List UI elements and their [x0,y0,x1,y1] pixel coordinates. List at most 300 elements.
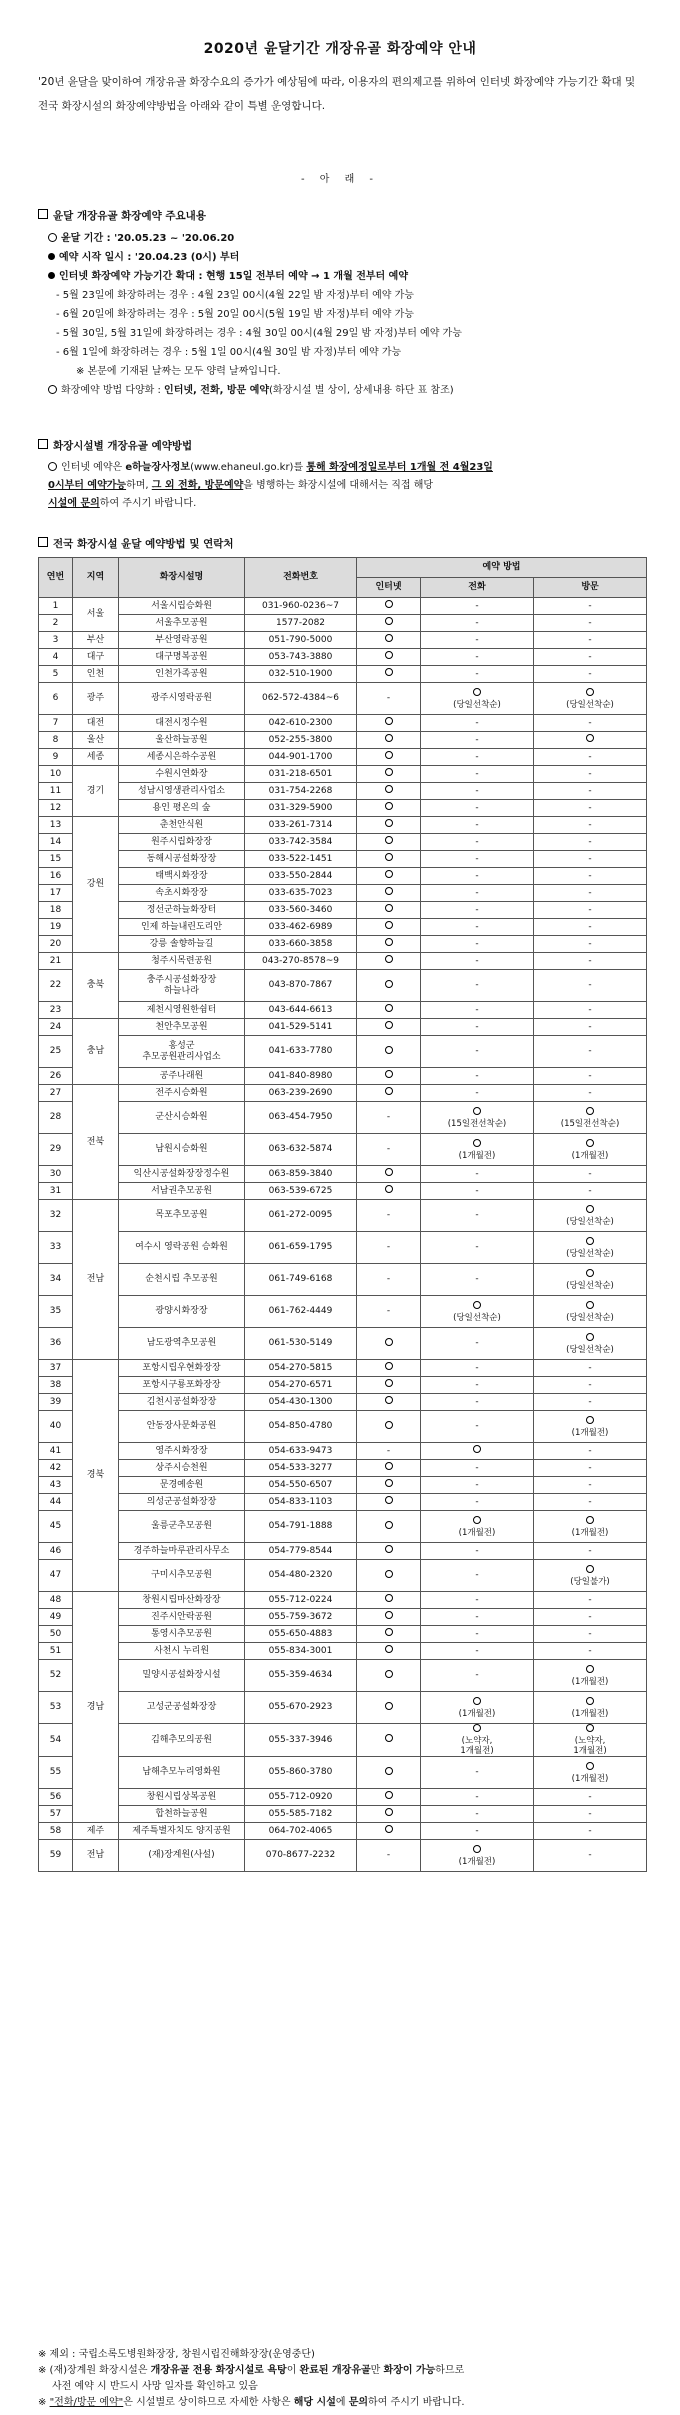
available-circle-icon [385,1496,393,1504]
table-row [39,632,647,649]
facility-phone: 055-650-4883 [245,1626,357,1643]
checkbox-bullet-icon [38,209,48,219]
facility-name: 서울시립승화원 [119,598,245,615]
method-unavailable: - [357,1232,421,1264]
facility-name: 성남시영생관리사업소 [119,783,245,800]
methods-label: 화장예약 방법 다양화 : [61,385,165,396]
available-circle-icon [473,1697,481,1705]
facility-phone: 041-529-5141 [245,1019,357,1036]
available-circle-icon [473,1139,481,1147]
method-unavailable: - [357,683,421,715]
row-number: 56 [39,1789,73,1806]
method-available [357,1626,421,1643]
method-unavailable: - [534,715,647,732]
row-number: 24 [39,1019,73,1036]
facility-phone: 041-633-7780 [245,1036,357,1068]
method-unavailable: - [534,1036,647,1068]
facility-name: 동해시공설화장장 [119,851,245,868]
method-condition: (1개월전) [571,1150,609,1161]
method-unavailable: - [421,1592,534,1609]
example-line: - 5월 23일에 화장하려는 경우 : 4월 23일 00시(4월 22일 밤 자정)부터 예약 가능 [56,290,414,301]
facility-name: 제주특별자치도 양지공원 [119,1823,245,1840]
row-region: 세종 [73,749,119,766]
available-circle-icon [473,688,481,696]
table-row [39,1609,647,1626]
method-condition: (당일선착순) [566,699,614,710]
method-available [357,1002,421,1019]
facility-phone: 061-659-1795 [245,1232,357,1264]
checkbox-bullet-icon [38,439,48,449]
text-part: 하여 주시기 바랍니다. [99,498,197,509]
row-number: 23 [39,1002,73,1019]
method-unavailable: - [534,868,647,885]
method-available [421,1692,534,1724]
available-circle-icon [385,1808,393,1816]
text-part: 0시부터 예약가능 [48,480,127,491]
available-circle-icon [385,1087,393,1095]
methods-note: (화장시설 별 상이, 상세내용 하단 표 참조) [269,385,454,396]
method-available [357,1036,421,1068]
method-unavailable: - [421,1560,534,1592]
facility-name: 울산하늘공원 [119,732,245,749]
facility-name: 의성군공설화장장 [119,1494,245,1511]
facility-phone: 061-762-4449 [245,1296,357,1328]
row-number: 49 [39,1609,73,1626]
method-unavailable: - [534,1626,647,1643]
table-row [39,1460,647,1477]
method-available [357,632,421,649]
method-available [421,1511,534,1543]
method-available [357,817,421,834]
leap-month-period: 윤달 기간 : '20.05.23 ~ '20.06.20 [61,233,235,244]
method-unavailable: - [534,632,647,649]
method-unavailable: - [421,1643,534,1660]
method-unavailable: - [421,1085,534,1102]
table-row [39,1232,647,1264]
method-available [357,715,421,732]
method-unavailable: - [534,902,647,919]
method-unavailable: - [421,834,534,851]
row-number: 52 [39,1660,73,1692]
method-unavailable: - [534,834,647,851]
method-available [534,1411,647,1443]
available-circle-icon [385,819,393,827]
method-unavailable: - [534,1840,647,1872]
reservation-start: 예약 시작 일시 : '20.04.23 (0시) 부터 [59,252,240,263]
method-unavailable: - [421,970,534,1002]
method-available [357,1806,421,1823]
method-unavailable: - [534,851,647,868]
ehaneul-url[interactable]: (www.ehaneul.go.kr)를 [190,462,307,473]
available-circle-icon [385,955,393,963]
facility-phone: 054-270-5815 [245,1360,357,1377]
method-available [357,1394,421,1411]
available-circle-icon [385,1570,393,1578]
method-unavailable: - [357,1200,421,1232]
available-circle-icon [385,1628,393,1636]
available-circle-icon [385,668,393,676]
method-available [357,936,421,953]
facility-phone: 032-510-1900 [245,666,357,683]
method-unavailable: - [534,1183,647,1200]
section-heading: 화장시설별 개장유골 예약방법 [53,440,193,452]
text-part: 그 외 전화, 방문예약 [151,480,244,491]
method-unavailable: - [534,1443,647,1460]
available-circle-icon [385,1338,393,1346]
row-number: 41 [39,1443,73,1460]
method-condition: (당일선착순) [566,1312,614,1323]
facility-name: 공주나래원 [119,1068,245,1085]
table-row [39,683,647,715]
method-unavailable: - [421,1377,534,1394]
table-row [39,783,647,800]
available-circle-icon [586,1205,594,1213]
method-unavailable: - [534,1643,647,1660]
facility-name: 원주시립화장장 [119,834,245,851]
method-condition: (15일전선착순) [560,1118,620,1129]
method-unavailable: - [421,715,534,732]
method-unavailable: - [534,1609,647,1626]
method-unavailable: - [421,1543,534,1560]
available-circle-icon [385,887,393,895]
method-unavailable: - [421,1823,534,1840]
method-unavailable: - [421,817,534,834]
method-available [357,885,421,902]
method-unavailable: - [534,1377,647,1394]
facility-phone: 054-833-1103 [245,1494,357,1511]
facility-name: 남해추모누리영화원 [119,1757,245,1789]
section-facility-methods [38,438,658,513]
method-condition: (1개월전) [571,1527,609,1538]
method-available [357,1377,421,1394]
available-circle-icon [586,734,594,742]
section-heading: 윤달 개장유골 화장예약 주요내용 [53,210,206,222]
row-number: 11 [39,783,73,800]
table-row [39,970,647,1002]
header-facility: 화장시설명 [119,558,245,598]
facility-name: 진주시안락공원 [119,1609,245,1626]
method-condition: (당일선착순) [566,1216,614,1227]
row-number: 55 [39,1757,73,1789]
method-condition: (당일불가) [570,1576,610,1587]
available-circle-icon [385,1791,393,1799]
table-row [39,1560,647,1592]
facility-name: 밀양시공설화장시설 [119,1660,245,1692]
row-number: 57 [39,1806,73,1823]
method-unavailable: - [421,1183,534,1200]
table-row [39,1002,647,1019]
row-number: 26 [39,1068,73,1085]
method-unavailable: - [421,1264,534,1296]
available-circle-icon [385,921,393,929]
table-row [39,885,647,902]
facility-phone: 061-749-6168 [245,1264,357,1296]
table-row [39,1377,647,1394]
table-row [39,953,647,970]
row-number: 47 [39,1560,73,1592]
facility-phone: 052-255-3800 [245,732,357,749]
section-reservation-summary [38,208,658,400]
method-available [357,1692,421,1724]
table-row [39,649,647,666]
facility-phone: 054-533-3277 [245,1460,357,1477]
row-region: 전남 [73,1840,119,1872]
facility-name: 대전시정수원 [119,715,245,732]
facility-phone: 031-218-6501 [245,766,357,783]
table-row [39,936,647,953]
facility-phone: 043-270-8578~9 [245,953,357,970]
page-title: 2020년 윤달기간 개장유골 화장예약 안내 [203,41,477,57]
method-unavailable: - [534,1806,647,1823]
method-unavailable: - [421,783,534,800]
facility-name: 고성군공설화장장 [119,1692,245,1724]
method-unavailable: - [357,1296,421,1328]
table-row [39,666,647,683]
method-unavailable: - [421,1806,534,1823]
facility-name: 제천시영원한쉼터 [119,1002,245,1019]
row-number: 19 [39,919,73,936]
method-unavailable: - [421,800,534,817]
method-available [534,1200,647,1232]
method-unavailable: - [421,598,534,615]
table-row [39,1200,647,1232]
available-circle-icon [385,1396,393,1404]
method-unavailable: - [421,851,534,868]
table-row [39,800,647,817]
facility-phone: 054-430-1300 [245,1394,357,1411]
method-unavailable: - [421,953,534,970]
available-circle-icon [586,1724,594,1732]
ehaneul-site-name[interactable]: e하늘장사정보 [125,462,191,473]
method-unavailable: - [421,632,534,649]
method-unavailable: - [421,649,534,666]
facility-phone: 063-239-2690 [245,1085,357,1102]
facility-name: 수원시연화장 [119,766,245,783]
available-circle-icon [586,1697,594,1705]
row-number: 3 [39,632,73,649]
row-number: 16 [39,868,73,885]
row-number: 45 [39,1511,73,1543]
facility-name: 영주시화장장 [119,1443,245,1460]
facility-phone: 033-522-1451 [245,851,357,868]
available-circle-icon [385,734,393,742]
method-unavailable: - [421,666,534,683]
row-region: 경기 [73,766,119,817]
available-circle-icon [586,1762,594,1770]
available-circle-icon [385,1545,393,1553]
facility-phone: 063-632-5874 [245,1134,357,1166]
method-available [534,1724,647,1757]
available-circle-icon [586,688,594,696]
row-number: 7 [39,715,73,732]
facility-name: 서남권추모공원 [119,1183,245,1200]
row-number: 28 [39,1102,73,1134]
available-circle-icon [586,1139,594,1147]
method-available [357,783,421,800]
circle-bullet-icon [48,462,57,471]
available-circle-icon [586,1665,594,1673]
note-jangyewon-cont: 사전 예약 시 반드시 사망 일자를 확인하고 있음 [52,2381,258,2392]
text-part: 하며, [126,480,152,491]
facility-phone: 055-712-0224 [245,1592,357,1609]
method-unavailable: - [421,1477,534,1494]
method-available [357,649,421,666]
row-region: 대전 [73,715,119,732]
row-number: 6 [39,683,73,715]
facility-name: 군산시승화원 [119,1102,245,1134]
table-row [39,1643,647,1660]
method-available [357,732,421,749]
facility-phone: 031-754-2268 [245,783,357,800]
facility-name: 세종시은하수공원 [119,749,245,766]
facility-name: 인제 하늘내린도리안 [119,919,245,936]
table-row [39,615,647,632]
method-available [357,1085,421,1102]
circle-bullet-icon [48,233,57,242]
facility-name: 창원시립상복공원 [119,1789,245,1806]
row-region: 울산 [73,732,119,749]
method-unavailable: - [421,1328,534,1360]
facility-phone: 033-261-7314 [245,817,357,834]
method-condition: (노약자, [461,1736,493,1746]
available-circle-icon [385,1479,393,1487]
table-row [39,1494,647,1511]
facility-name: 춘천안식원 [119,817,245,834]
method-available [534,732,647,749]
method-available [357,615,421,632]
method-unavailable: - [357,1264,421,1296]
method-available [357,1494,421,1511]
available-circle-icon [385,1645,393,1653]
facility-name: 구미시추모공원 [119,1560,245,1592]
text-part: 하므로 [435,2365,465,2376]
facility-phone: 054-791-1888 [245,1511,357,1543]
note-contact [38,2395,653,2411]
available-circle-icon [385,904,393,912]
method-available [421,1134,534,1166]
method-available [534,1660,647,1692]
facility-phone: 051-790-5000 [245,632,357,649]
method-unavailable: - [534,666,647,683]
facility-name: 김해추모의공원 [119,1724,245,1757]
method-unavailable: - [534,1823,647,1840]
facility-phone: 055-834-3001 [245,1643,357,1660]
method-available [357,1511,421,1543]
method-unavailable: - [534,1394,647,1411]
method-unavailable: - [421,1460,534,1477]
method-unavailable: - [534,919,647,936]
method-unavailable: - [421,885,534,902]
facility-name: 청주시목련공원 [119,953,245,970]
facility-phone: 063-859-3840 [245,1166,357,1183]
available-circle-icon [385,1362,393,1370]
method-condition: (15일전선착순) [447,1118,507,1129]
table-row [39,834,647,851]
facility-name: 순천시립 추모공원 [119,1264,245,1296]
row-number: 32 [39,1200,73,1232]
facility-name: 광주시영락공원 [119,683,245,715]
facility-phone: 064-702-4065 [245,1823,357,1840]
row-number: 21 [39,953,73,970]
method-unavailable: - [421,615,534,632]
circle-bullet-icon [48,385,57,394]
intro-paragraph: '20년 윤달을 맞이하여 개장유골 화장수요의 증가가 예상됨에 따라, 이용자의 편의제고를 위하여 인터넷 화장예약 가능기간 확대 및 전국 화장시설의 화장예약방법을 아래와 같이 특별 운영합니다. [38,76,636,112]
method-available [357,953,421,970]
method-condition: (당일선착순) [453,699,501,710]
facility-phone: 042-610-2300 [245,715,357,732]
facility-phone: 031-329-5900 [245,800,357,817]
available-circle-icon [385,634,393,642]
row-number: 53 [39,1692,73,1724]
example-line: - 6월 1일에 화장하려는 경우 : 5월 1일 00시(4월 30일 밤 자정)부터 예약 가능 [56,347,402,358]
method-available [357,1460,421,1477]
available-circle-icon [385,785,393,793]
method-available [357,1660,421,1692]
available-circle-icon [586,1565,594,1573]
available-circle-icon [385,1046,393,1054]
facility-name: 용인 평온의 숲 [119,800,245,817]
method-available [357,1360,421,1377]
available-circle-icon [586,1237,594,1245]
method-unavailable: - [421,902,534,919]
method-unavailable: - [534,1789,647,1806]
example-line: - 5월 30일, 5월 31일에 화장하려는 경우 : 4월 30일 00시(4월 29일 밤 자정)부터 예약 가능 [56,328,462,339]
method-unavailable: - [534,1166,647,1183]
method-unavailable: - [421,1789,534,1806]
table-row [39,1840,647,1872]
available-circle-icon [586,1301,594,1309]
method-available [421,1443,534,1460]
facility-phone: 033-550-2844 [245,868,357,885]
method-unavailable: - [534,1085,647,1102]
facility-phone: 054-779-8544 [245,1543,357,1560]
note-excluded: ※ 제외 : 국립소록도병원화장장, 창원시립진해화장장(운영중단) [38,2349,315,2360]
text-part: ※ [38,2397,50,2408]
method-available [534,1102,647,1134]
method-unavailable: - [421,766,534,783]
method-unavailable: - [534,1477,647,1494]
row-region: 강원 [73,817,119,953]
text-part: 은 시설별로 상이하므로 자세한 사항은 [123,2397,294,2408]
row-number: 44 [39,1494,73,1511]
facility-phone: 044-901-1700 [245,749,357,766]
below-marker: - 아 래 - [300,174,380,185]
available-circle-icon [385,980,393,988]
text-part: 이 [286,2365,300,2376]
method-condition: (당일선착순) [453,1312,501,1323]
facility-phone: 055-712-0920 [245,1789,357,1806]
facility-name: 목포추모공원 [119,1200,245,1232]
available-circle-icon [385,1611,393,1619]
available-circle-icon [385,651,393,659]
method-unavailable: - [534,1543,647,1560]
note-jangyewon [38,2363,653,2379]
facility-phone: 055-670-2923 [245,1692,357,1724]
method-condition: 1개월전) [460,1746,494,1756]
method-available [357,919,421,936]
table-row [39,1085,647,1102]
facility-name: 김천시공설화장장 [119,1394,245,1411]
method-condition: (1개월전) [571,1773,609,1784]
available-circle-icon [385,1379,393,1387]
table-row [39,1477,647,1494]
row-region: 충북 [73,953,119,1019]
available-circle-icon [385,1421,393,1429]
facility-name: 통영시추모공원 [119,1626,245,1643]
facility-phone: 033-660-3858 [245,936,357,953]
facility-phone: 061-272-0095 [245,1200,357,1232]
row-number: 59 [39,1840,73,1872]
